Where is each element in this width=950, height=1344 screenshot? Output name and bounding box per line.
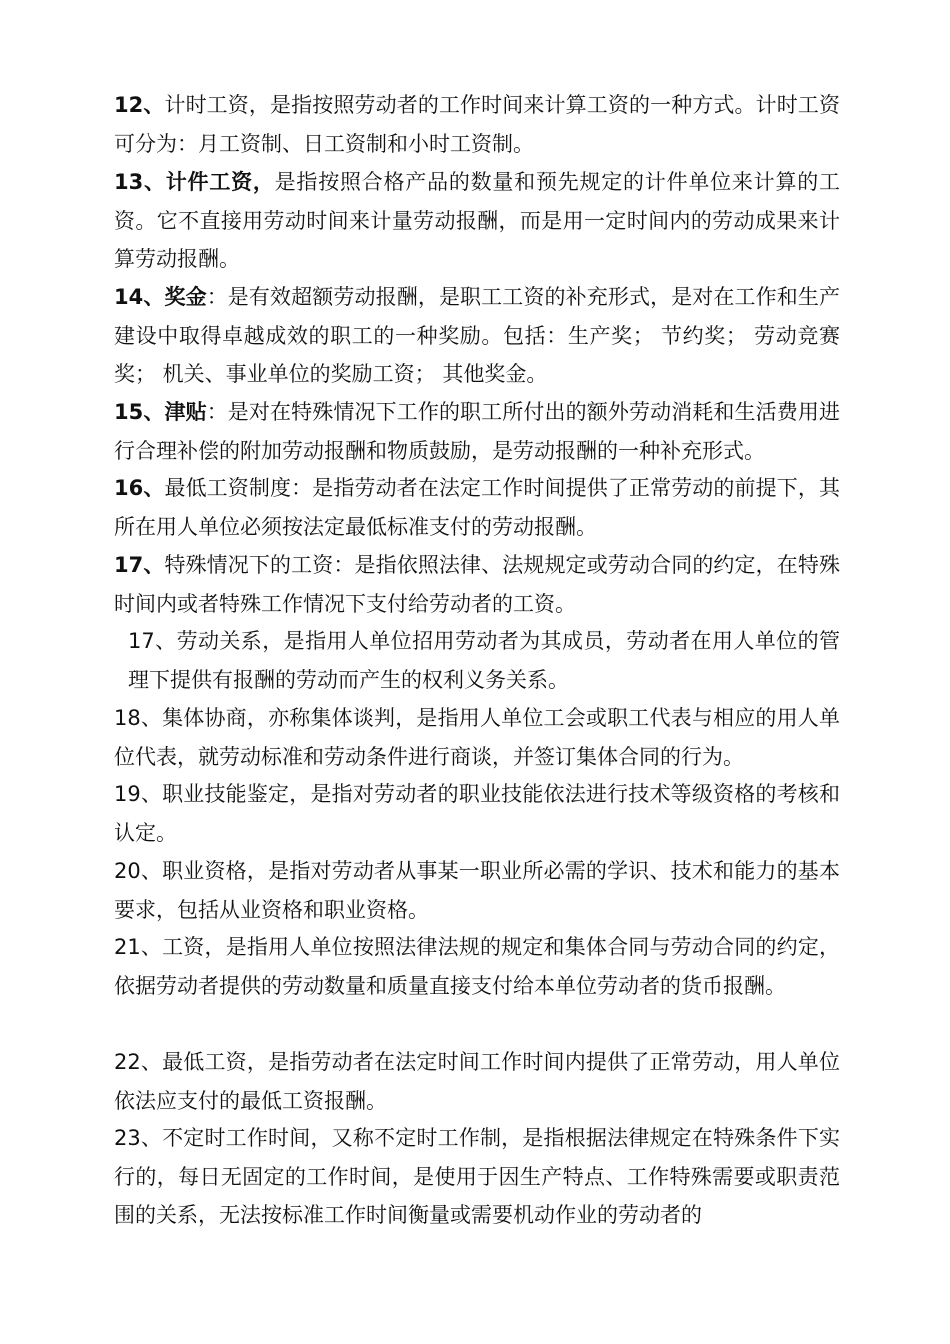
- item-number: 16、: [114, 476, 165, 500]
- item-body: ：是对在特殊情况下工作的职工所付出的额外劳动消耗和生活费用进行合理补偿的附加劳动报酬和物质鼓励，是劳动报酬的一种补充形式。: [114, 400, 840, 463]
- item-body: 是指按照合格产品的数量和预先规定的计件单位来计算的工资。它不直接用劳动时间来计量劳动报酬，而是用一定时间内的劳动成果来计算劳动报酬。: [114, 170, 841, 271]
- paragraph-13: [114, 163, 840, 279]
- paragraph-23: [114, 1119, 840, 1235]
- item-term: 计件工资，: [165, 170, 275, 194]
- item-number: 23、: [114, 1126, 163, 1150]
- paragraph-19: [114, 775, 840, 852]
- item-term: 津贴: [164, 400, 207, 424]
- item-term: 不定时工作时间: [162, 1126, 311, 1150]
- item-body: ，是指按照劳动者的工作时间来计算工资的一种方式。计时工资可分为：月工资制、日工资制和小时工资制。: [114, 93, 841, 156]
- item-body: ：是有效超额劳动报酬，是职工工资的补充形式，是对在工作和生产建设中取得卓越成效的职工的一种奖励。包括：生产奖； 节约奖； 劳动竞赛奖； 机关、事业单位的奖励工资； 其他奖金。: [114, 285, 840, 386]
- item-term: 劳动关系: [176, 629, 263, 653]
- item-term: 最低工资制度: [164, 476, 292, 500]
- paragraph-22: [114, 1043, 840, 1120]
- item-number: 15、: [114, 400, 165, 424]
- item-body: ，是指用人单位招用劳动者为其成员，劳动者在用人单位的管理下提供有报酬的劳动而产生的权利义务关系。: [128, 629, 841, 692]
- item-body: ：是指依照法律、法规规定或劳动合同的约定，在特殊时间内或者特殊工作情况下支付给劳动者的工资。: [114, 553, 840, 616]
- item-term: 特殊情况下的工资: [164, 553, 334, 577]
- item-body: ，是指劳动者在法定时间工作时间内提供了正常劳动，用人单位依法应支付的最低工资报酬。: [114, 1050, 840, 1113]
- item-term: 集体协商: [162, 706, 247, 730]
- paragraph-16: [114, 469, 840, 546]
- item-number: 20、: [114, 859, 163, 883]
- item-body: ，是指用人单位按照法律法规的规定和集体合同与劳动合同的约定，依据劳动者提供的劳动数量和质量直接支付给本单位劳动者的货币报酬。: [114, 935, 841, 998]
- item-body: ：是指劳动者在法定工作时间提供了正常劳动的前提下，其所在用人单位必须按法定最低标准支付的劳动报酬。: [114, 476, 840, 539]
- item-number: 17、: [114, 553, 165, 577]
- item-term: 工资: [162, 935, 205, 959]
- item-number: 18、: [114, 706, 163, 730]
- item-number: 17、: [128, 629, 177, 653]
- item-term: 计时工资: [164, 93, 249, 117]
- item-term: 职业技能鉴定: [162, 782, 290, 806]
- item-term: 职业资格: [162, 859, 247, 883]
- item-number: 13、: [114, 170, 166, 194]
- item-number: 12、: [114, 93, 165, 117]
- item-body: ，亦称集体谈判，是指用人单位工会或职工代表与相应的用人单位代表，就劳动标准和劳动条件进行商谈，并签订集体合同的行为。: [114, 706, 840, 769]
- item-number: 19、: [114, 782, 163, 806]
- item-body: ，又称不定时工作制，是指根据法律规定在特殊条件下实行的，每日无固定的工作时间，是使用于因生产特点、工作特殊需要或职责范围的关系，无法按标准工作时间衡量或需要机动作业的劳动者的: [114, 1126, 841, 1227]
- item-number: 14、: [114, 285, 165, 309]
- paragraph-17a: [114, 546, 840, 623]
- item-number: 22、: [114, 1050, 163, 1074]
- item-body: ，是指对劳动者的职业技能依法进行技术等级资格的考核和认定。: [114, 782, 840, 845]
- paragraph-12: [114, 86, 840, 163]
- paragraph-21: [114, 928, 840, 1005]
- item-body: ，是指对劳动者从事某一职业所必需的学识、技术和能力的基本要求，包括从业资格和职业资格。: [114, 859, 840, 922]
- paragraph-20: [114, 852, 840, 929]
- item-term: 最低工资: [162, 1050, 247, 1074]
- paragraph-17b: [114, 622, 840, 699]
- paragraph-18: [114, 699, 840, 776]
- item-term: 奖金: [164, 285, 207, 309]
- paragraph-15: [114, 393, 840, 470]
- item-number: 21、: [114, 935, 163, 959]
- paragraph-14: [114, 278, 840, 394]
